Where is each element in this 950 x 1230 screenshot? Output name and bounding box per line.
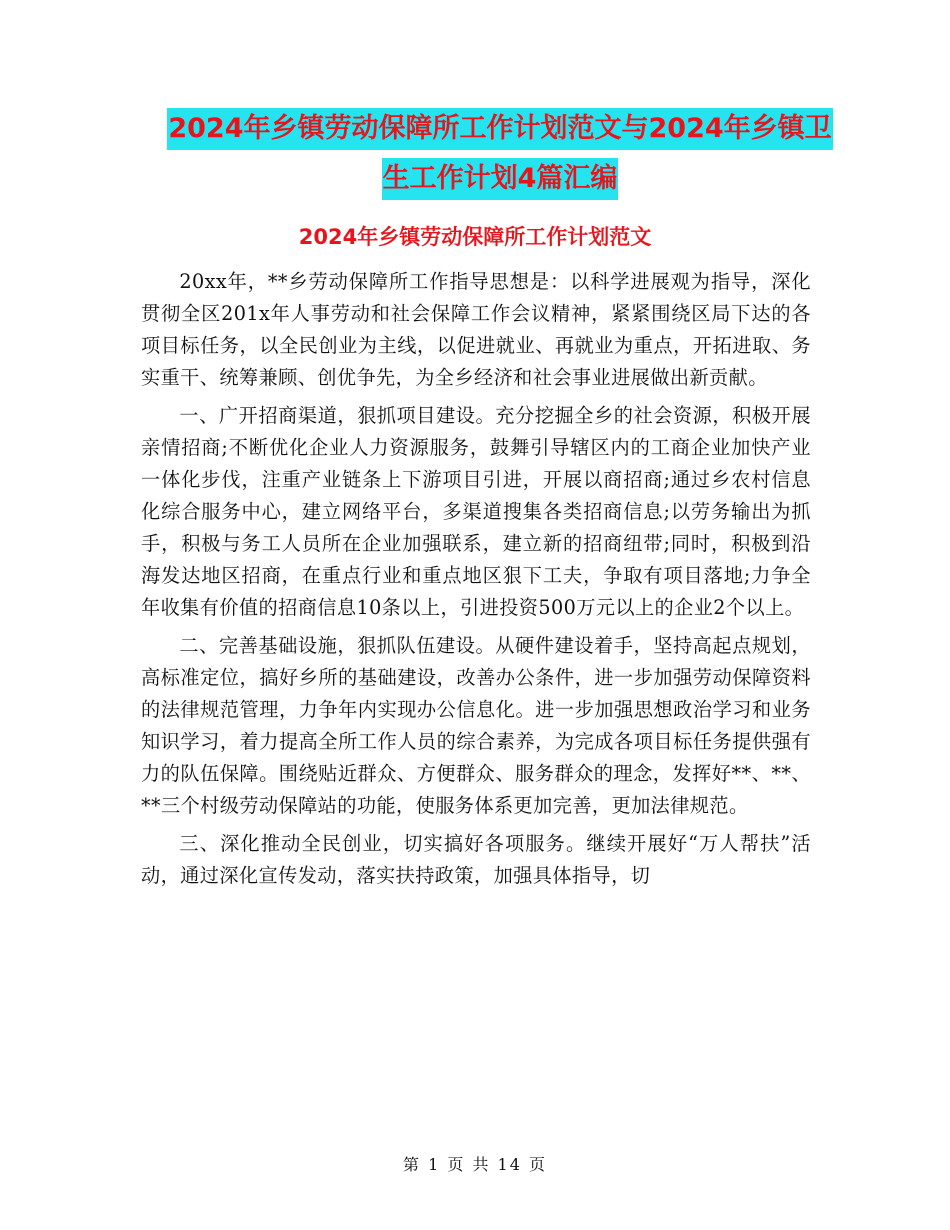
paragraph-1: 一、广开招商渠道，狠抓项目建设。充分挖掘全乡的社会资源，积极开展亲情招商;不断优化企业人力资源服务，鼓舞引导辖区内的工商企业加快产业一体化步伐，注重产业链条上下游项目引进，开展以商招商;通过乡农村信息化综合服务中心，建立网络平台，多渠道搜集各类招商信息;以劳务输出为抓手，积极与务工人员所在企业加强联系，建立新的招商纽带;同时，积极到沿海发达地区招商，在重点行业和重点地区狠下工夫，争取有项目落地;力争全年收集有价值的招商信息10条以上，引进投资500万元以上的企业2个以上。 [141,404,811,619]
paragraph-2: 二、完善基础设施，狠抓队伍建设。从硬件建设着手，坚持高起点规划，高标准定位，搞好乡所的基础建设，改善办公条件，进一步加强劳动保障资料的法律规范管理，力争年内实现办公信息化。进一步加强思想政治学习和业务知识学习，着力提高全所工作人员的综合素养，为完成各项目标任务提供强有力的队伍保障。围绕贴近群众、方便群众、服务群众的理念，发挥好**、**、**三个村级劳动保障站的功能，使服务体系更加完善，更加法律规范。 [141,634,811,817]
document-title [140,108,860,208]
section-title: 2024年乡镇劳动保障所工作计划范文 [298,225,652,249]
page-footer: 第 1 页 共 14 页 [403,1155,547,1174]
paragraph-3: 三、深化推动全民创业，切实搞好各项服务。继续开展好“万人帮扶”活动，通过深化宣传发动，落实扶持政策，加强具体指导，切 [141,832,811,887]
title-line-2: 生工作计划4篇汇编 [382,158,619,200]
document-body [141,266,811,898]
paragraph-intro: 20xx年，**乡劳动保障所工作指导思想是：以科学进展观为指导，深化贯彻全区201x年人事劳动和社会保障工作会议精神，紧紧围绕区局下达的各项目标任务，以全民创业为主线，以促进就业、再就业为重点，开拓进取、务实重干、统筹兼顾、创优争先，为全乡经济和社会事业进展做出新贡献。 [141,270,811,389]
title-line-1: 2024年乡镇劳动保障所工作计划范文与2024年乡镇卫 [167,108,832,150]
